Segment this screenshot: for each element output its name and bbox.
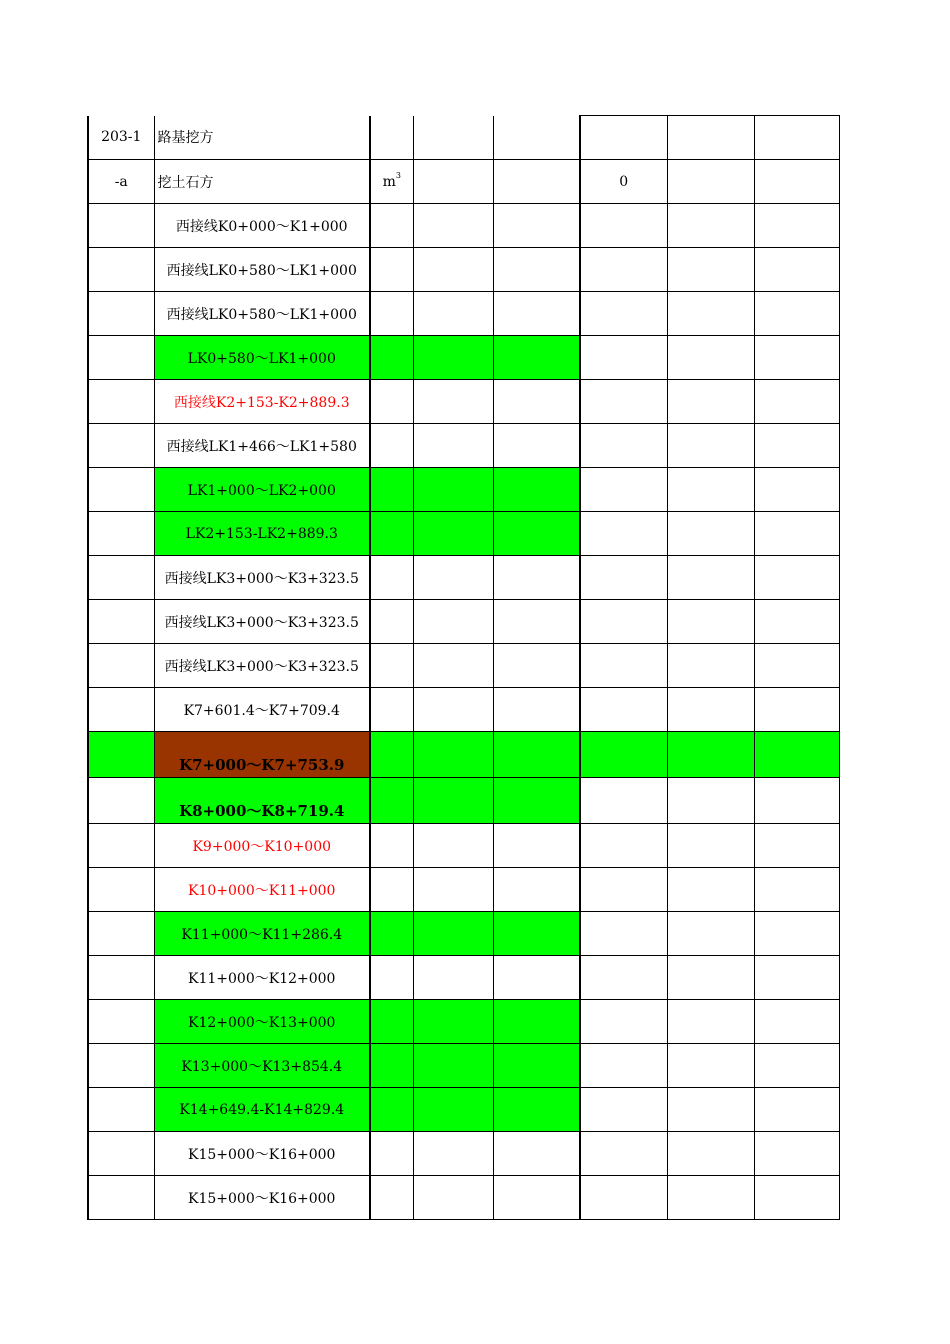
value-cell[interactable] xyxy=(413,556,493,600)
value-cell[interactable] xyxy=(754,468,839,512)
table-row xyxy=(88,956,839,1000)
value-cell[interactable] xyxy=(413,778,493,824)
table-row xyxy=(88,116,839,160)
table-row xyxy=(88,424,839,468)
unit-cell[interactable] xyxy=(370,868,413,912)
value-cell[interactable] xyxy=(754,424,839,468)
item-code-cell[interactable] xyxy=(88,512,154,556)
value-cell[interactable] xyxy=(667,292,754,336)
value-cell[interactable] xyxy=(413,116,493,160)
value-cell[interactable] xyxy=(667,912,754,956)
table-row xyxy=(88,1132,839,1176)
item-name-cell[interactable]: K15+000～K16+000 xyxy=(154,1132,370,1176)
unit-cell[interactable] xyxy=(370,512,413,556)
item-name-cell[interactable]: K7+000～K7+753.9 xyxy=(154,732,370,778)
unit-superscript: 3 xyxy=(395,170,401,180)
value-cell[interactable] xyxy=(413,732,493,778)
value-cell[interactable] xyxy=(754,1044,839,1088)
value-cell[interactable] xyxy=(493,336,580,380)
quantity-cell[interactable] xyxy=(580,556,667,600)
item-code-cell[interactable] xyxy=(88,424,154,468)
value-cell[interactable] xyxy=(754,556,839,600)
quantity-cell[interactable] xyxy=(580,336,667,380)
item-name-cell[interactable]: LK2+153-LK2+889.3 xyxy=(154,512,370,556)
unit-cell[interactable] xyxy=(370,778,413,824)
value-cell[interactable] xyxy=(413,1132,493,1176)
value-cell[interactable] xyxy=(493,204,580,248)
value-cell[interactable] xyxy=(493,380,580,424)
value-cell[interactable] xyxy=(667,778,754,824)
unit-cell[interactable] xyxy=(370,380,413,424)
quantity-cell[interactable] xyxy=(580,1044,667,1088)
value-cell[interactable] xyxy=(667,248,754,292)
item-code-cell[interactable] xyxy=(88,292,154,336)
value-cell[interactable] xyxy=(413,248,493,292)
value-cell[interactable] xyxy=(754,116,839,160)
value-cell[interactable] xyxy=(754,778,839,824)
table-body xyxy=(88,116,839,1220)
value-cell[interactable] xyxy=(667,1000,754,1044)
unit-cell[interactable] xyxy=(370,1044,413,1088)
item-code-cell[interactable] xyxy=(88,956,154,1000)
quantity-cell[interactable] xyxy=(580,468,667,512)
item-code-cell[interactable] xyxy=(88,204,154,248)
quantity-cell[interactable] xyxy=(580,116,667,160)
unit-cell[interactable] xyxy=(370,912,413,956)
item-name-cell[interactable]: 西接线LK0+580～LK1+000 xyxy=(154,292,370,336)
item-code-cell[interactable] xyxy=(88,600,154,644)
quantity-cell[interactable] xyxy=(580,600,667,644)
table-row xyxy=(88,468,839,512)
value-cell[interactable] xyxy=(754,380,839,424)
value-cell[interactable] xyxy=(667,1044,754,1088)
value-cell[interactable] xyxy=(667,732,754,778)
value-cell[interactable] xyxy=(413,512,493,556)
item-name-cell[interactable]: LK1+000～LK2+000 xyxy=(154,468,370,512)
table-row xyxy=(88,292,839,336)
value-cell[interactable] xyxy=(754,1088,839,1132)
item-code-cell[interactable] xyxy=(88,644,154,688)
value-cell[interactable] xyxy=(413,644,493,688)
value-cell[interactable] xyxy=(754,512,839,556)
quantity-cell[interactable] xyxy=(580,1132,667,1176)
item-name-cell[interactable]: K9+000～K10+000 xyxy=(154,824,370,868)
item-code-cell[interactable] xyxy=(88,912,154,956)
unit-cell[interactable] xyxy=(370,292,413,336)
unit-cell[interactable] xyxy=(370,644,413,688)
value-cell[interactable] xyxy=(413,956,493,1000)
item-name-cell[interactable]: K12+000～K13+000 xyxy=(154,1000,370,1044)
value-cell[interactable] xyxy=(754,600,839,644)
item-code-cell[interactable] xyxy=(88,1000,154,1044)
item-code-cell[interactable]: 203-1 xyxy=(88,116,154,160)
value-cell[interactable] xyxy=(413,424,493,468)
quantity-cell[interactable] xyxy=(580,912,667,956)
value-cell[interactable] xyxy=(754,1176,839,1220)
item-code-cell[interactable] xyxy=(88,380,154,424)
item-name-cell[interactable]: 挖土石方 xyxy=(154,160,370,204)
value-cell[interactable] xyxy=(413,1176,493,1220)
item-name-cell[interactable]: 西接线LK0+580～LK1+000 xyxy=(154,248,370,292)
value-cell[interactable] xyxy=(493,160,580,204)
value-cell[interactable] xyxy=(493,1132,580,1176)
unit-cell[interactable] xyxy=(370,204,413,248)
value-cell[interactable] xyxy=(413,160,493,204)
quantity-cell[interactable] xyxy=(580,1000,667,1044)
value-cell[interactable] xyxy=(493,116,580,160)
table-row xyxy=(88,248,839,292)
unit-cell[interactable] xyxy=(370,424,413,468)
item-code-cell[interactable] xyxy=(88,1088,154,1132)
quantity-cell[interactable] xyxy=(580,824,667,868)
value-cell[interactable] xyxy=(754,732,839,778)
item-code-cell[interactable] xyxy=(88,336,154,380)
table-row xyxy=(88,868,839,912)
item-name-cell[interactable]: LK0+580～LK1+000 xyxy=(154,336,370,380)
unit-cell[interactable] xyxy=(370,160,413,204)
unit-cell[interactable] xyxy=(370,1088,413,1132)
value-cell[interactable] xyxy=(493,512,580,556)
item-code-cell[interactable] xyxy=(88,1132,154,1176)
item-name-cell[interactable]: K10+000～K11+000 xyxy=(154,868,370,912)
unit-text: m xyxy=(382,173,396,190)
value-cell[interactable] xyxy=(413,824,493,868)
quantity-cell[interactable] xyxy=(580,512,667,556)
quantity-cell[interactable] xyxy=(580,248,667,292)
value-cell[interactable] xyxy=(667,1176,754,1220)
value-cell[interactable] xyxy=(493,868,580,912)
value-cell[interactable] xyxy=(493,1176,580,1220)
value-cell[interactable] xyxy=(754,1132,839,1176)
unit-cell[interactable] xyxy=(370,116,413,160)
item-name-cell[interactable]: K14+649.4-K14+829.4 xyxy=(154,1088,370,1132)
value-cell[interactable] xyxy=(667,956,754,1000)
item-code-cell[interactable] xyxy=(88,824,154,868)
item-code-cell[interactable] xyxy=(88,1176,154,1220)
value-cell[interactable] xyxy=(493,732,580,778)
table-row xyxy=(88,688,839,732)
value-cell[interactable] xyxy=(493,1088,580,1132)
value-cell[interactable] xyxy=(493,644,580,688)
value-cell[interactable] xyxy=(754,868,839,912)
value-cell[interactable] xyxy=(667,160,754,204)
table-row xyxy=(88,1044,839,1088)
unit-cell[interactable] xyxy=(370,956,413,1000)
value-cell[interactable] xyxy=(754,688,839,732)
value-cell[interactable] xyxy=(667,380,754,424)
quantity-cell[interactable] xyxy=(580,424,667,468)
value-cell[interactable] xyxy=(667,116,754,160)
item-name-cell[interactable]: 西接线LK1+466～LK1+580 xyxy=(154,424,370,468)
item-name-cell[interactable]: 西接线LK3+000～K3+323.5 xyxy=(154,556,370,600)
value-cell[interactable] xyxy=(493,468,580,512)
unit-cell[interactable] xyxy=(370,824,413,868)
item-name-cell[interactable]: 西接线LK3+000～K3+323.5 xyxy=(154,644,370,688)
value-cell[interactable] xyxy=(493,1000,580,1044)
value-cell[interactable] xyxy=(754,292,839,336)
quantity-cell[interactable] xyxy=(580,292,667,336)
value-cell[interactable] xyxy=(413,688,493,732)
value-cell[interactable] xyxy=(754,912,839,956)
unit-cell[interactable] xyxy=(370,1176,413,1220)
unit-cell[interactable] xyxy=(370,248,413,292)
unit-cell[interactable] xyxy=(370,1132,413,1176)
value-cell[interactable] xyxy=(667,868,754,912)
item-code-cell[interactable] xyxy=(88,778,154,824)
value-cell[interactable] xyxy=(413,292,493,336)
value-cell[interactable] xyxy=(754,336,839,380)
value-cell[interactable] xyxy=(754,160,839,204)
item-code-cell[interactable] xyxy=(88,556,154,600)
value-cell[interactable] xyxy=(754,204,839,248)
item-code-cell[interactable] xyxy=(88,1044,154,1088)
item-code-cell[interactable] xyxy=(88,688,154,732)
item-code-cell[interactable] xyxy=(88,868,154,912)
table-row xyxy=(88,824,839,868)
value-cell[interactable] xyxy=(667,600,754,644)
item-name-cell[interactable]: 西接线LK3+000～K3+323.5 xyxy=(154,600,370,644)
item-name-cell[interactable]: K8+000～K8+719.4 xyxy=(154,778,370,824)
value-cell[interactable] xyxy=(667,688,754,732)
unit-cell[interactable] xyxy=(370,468,413,512)
value-cell[interactable] xyxy=(493,956,580,1000)
table-row xyxy=(88,556,839,600)
quantity-cell[interactable] xyxy=(580,1176,667,1220)
table-row xyxy=(88,600,839,644)
value-cell[interactable] xyxy=(667,556,754,600)
value-cell[interactable] xyxy=(754,824,839,868)
value-cell[interactable] xyxy=(667,204,754,248)
value-cell[interactable] xyxy=(493,292,580,336)
value-cell[interactable] xyxy=(413,912,493,956)
value-cell[interactable] xyxy=(413,1088,493,1132)
value-cell[interactable] xyxy=(493,778,580,824)
table-row xyxy=(88,1000,839,1044)
quantity-cell[interactable] xyxy=(580,644,667,688)
value-cell[interactable] xyxy=(667,824,754,868)
value-cell[interactable] xyxy=(493,824,580,868)
unit-cell[interactable] xyxy=(370,732,413,778)
quantity-cell[interactable] xyxy=(580,204,667,248)
item-name-cell[interactable]: 西接线K2+153-K2+889.3 xyxy=(154,380,370,424)
table-row xyxy=(88,512,839,556)
item-name-cell[interactable]: K15+000～K16+000 xyxy=(154,1176,370,1220)
value-cell[interactable] xyxy=(493,248,580,292)
table-row xyxy=(88,912,839,956)
value-cell[interactable] xyxy=(493,688,580,732)
value-cell[interactable] xyxy=(667,468,754,512)
value-cell[interactable] xyxy=(413,1044,493,1088)
item-name-cell[interactable]: K13+000～K13+854.4 xyxy=(154,1044,370,1088)
table-row xyxy=(88,778,839,824)
quantity-table xyxy=(87,115,840,1220)
unit-cell[interactable] xyxy=(370,1000,413,1044)
value-cell[interactable] xyxy=(413,204,493,248)
item-name-cell[interactable]: 路基挖方 xyxy=(154,116,370,160)
value-cell[interactable] xyxy=(754,644,839,688)
item-name-cell[interactable]: K7+601.4～K7+709.4 xyxy=(154,688,370,732)
table-row xyxy=(88,380,839,424)
table-row xyxy=(88,160,839,204)
table-row xyxy=(88,732,839,778)
table-row xyxy=(88,336,839,380)
value-cell[interactable] xyxy=(493,912,580,956)
value-cell[interactable] xyxy=(493,556,580,600)
item-name-cell[interactable]: K11+000～K11+286.4 xyxy=(154,912,370,956)
table-row xyxy=(88,644,839,688)
quantity-cell[interactable] xyxy=(580,956,667,1000)
quantity-cell[interactable] xyxy=(580,778,667,824)
value-cell[interactable] xyxy=(667,424,754,468)
value-cell[interactable] xyxy=(667,512,754,556)
table-row xyxy=(88,1176,839,1220)
item-name-cell[interactable]: K11+000～K12+000 xyxy=(154,956,370,1000)
value-cell[interactable] xyxy=(667,336,754,380)
table-row xyxy=(88,1088,839,1132)
item-code-cell[interactable]: -a xyxy=(88,160,154,204)
value-cell[interactable] xyxy=(413,868,493,912)
table-row xyxy=(88,204,839,248)
unit-cell[interactable] xyxy=(370,600,413,644)
quantity-cell[interactable] xyxy=(580,688,667,732)
value-cell[interactable] xyxy=(413,600,493,644)
value-cell[interactable] xyxy=(413,380,493,424)
value-cell[interactable] xyxy=(754,956,839,1000)
item-name-cell[interactable]: 西接线K0+000～K1+000 xyxy=(154,204,370,248)
quantity-cell[interactable] xyxy=(580,732,667,778)
value-cell[interactable] xyxy=(754,248,839,292)
item-code-cell[interactable] xyxy=(88,468,154,512)
value-cell[interactable] xyxy=(493,1044,580,1088)
value-cell[interactable] xyxy=(667,644,754,688)
unit-cell[interactable] xyxy=(370,556,413,600)
value-cell[interactable] xyxy=(413,1000,493,1044)
value-cell[interactable] xyxy=(413,336,493,380)
item-code-cell[interactable] xyxy=(88,732,154,778)
value-cell[interactable] xyxy=(493,424,580,468)
value-cell[interactable] xyxy=(413,468,493,512)
value-cell[interactable] xyxy=(754,1000,839,1044)
value-cell[interactable] xyxy=(667,1088,754,1132)
quantity-cell[interactable]: 0 xyxy=(580,160,667,204)
quantity-cell[interactable] xyxy=(580,380,667,424)
quantity-cell[interactable] xyxy=(580,868,667,912)
value-cell[interactable] xyxy=(493,600,580,644)
value-cell[interactable] xyxy=(667,1132,754,1176)
unit-cell[interactable] xyxy=(370,336,413,380)
quantity-cell[interactable] xyxy=(580,1088,667,1132)
item-code-cell[interactable] xyxy=(88,248,154,292)
unit-cell[interactable] xyxy=(370,688,413,732)
